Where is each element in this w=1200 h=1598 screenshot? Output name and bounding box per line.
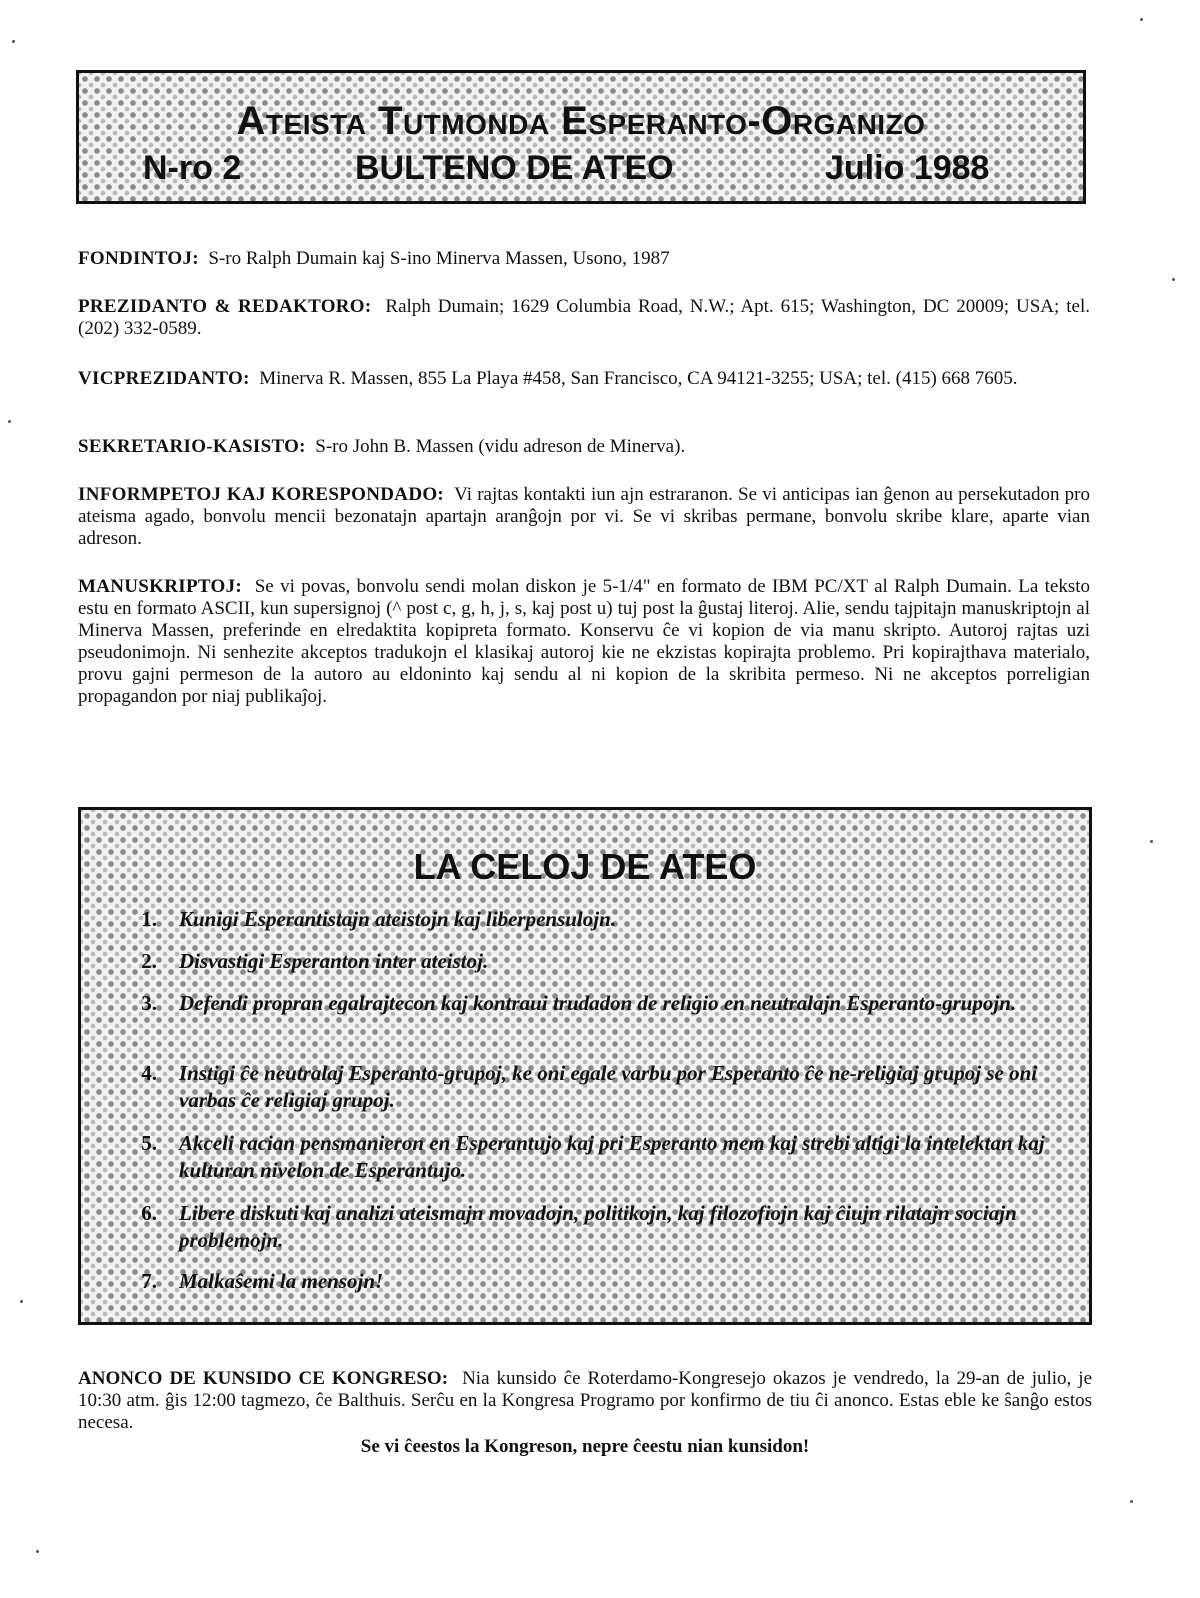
manuscripts-paragraph — [78, 576, 1090, 708]
secretary-label: SEKRETARIO-KASISTO: — [78, 436, 306, 457]
correspondence-paragraph — [78, 484, 1090, 550]
founders-paragraph — [78, 248, 1090, 270]
president-paragraph — [78, 296, 1090, 340]
goal-number: 4. — [141, 1061, 157, 1085]
scan-speck — [1172, 278, 1175, 281]
vice-president-label: VICPREZIDANTO: — [78, 368, 250, 389]
goal-item — [121, 1200, 1051, 1254]
announcement-text: Nia kunsido ĉe Roterdamo-Kongresejo okazos je vendredo, la 29-an de julio, je 10:30 atm. ĝis 12:00 tagmezo, ĉe Balthuis. Serĉu en la Kongresa Programo por konfirmo de tiu ĉi anonco. Estas eble ke ŝanĝo estos necesa. — [78, 1368, 1093, 1433]
issue-number: N-ro 2 — [143, 149, 242, 187]
goal-text: Kunigi Esperantistajn ateistojn kaj liberpensulojn. — [179, 907, 617, 931]
announcement-paragraph — [78, 1368, 1092, 1458]
goal-item — [121, 1060, 1051, 1114]
goal-text: Akceli racian pensmanieron en Esperantujo kaj pri Esperanto mem kaj strebi altigi la intelektan kaj kulturan nivelon de Esperantujo. — [179, 1131, 1045, 1182]
goal-number: 1. — [141, 907, 157, 931]
goal-item — [121, 990, 1051, 1017]
president-text: Ralph Dumain; 1629 Columbia Road, N.W.; Apt. 615; Washington, DC 20009; USA; tel. (202) 332-0589. — [78, 296, 1090, 339]
scan-speck — [20, 1300, 23, 1303]
scan-speck — [8, 420, 11, 423]
goal-text: Malkaŝemi la mensojn! — [179, 1269, 384, 1293]
founders-text: S-ro Ralph Dumain kaj S-ino Minerva Massen, Usono, 1987 — [208, 248, 670, 269]
organization-name: Ateista Tutmonda Esperanto-Organizo — [236, 99, 926, 143]
goal-item — [121, 1130, 1051, 1184]
announcement-label: ANONCO DE KUNSIDO CE KONGRESO: — [78, 1368, 449, 1389]
goals-title: LA CELOJ DE ATEO — [413, 846, 757, 887]
goal-item — [121, 948, 1051, 975]
masthead — [76, 70, 1086, 204]
scan-speck — [36, 1550, 39, 1553]
scan-speck — [1150, 840, 1153, 843]
goal-text: Instigi ĉe neutralaj Esperanto-grupoj, ke oni egale varbu por Esperanto ĉe ne-religiaj grupoj se oni varbas ĉe religiaj grupoj. — [179, 1061, 1038, 1112]
goal-text: Disvastigi Esperanton inter ateistoj. — [179, 949, 489, 973]
scan-speck — [1130, 1500, 1133, 1503]
bulletin-title: BULTENO DE ATEO — [355, 149, 674, 187]
scan-speck — [1140, 18, 1143, 21]
secretary-paragraph — [78, 436, 1090, 458]
manuscripts-text: Se vi povas, bonvolu sendi molan diskon je 5-1/4" en formato de IBM PC/XT al Ralph Dumain. La teksto estu en formato ASCII, kun supersignoj (^ post c, g, h, j, s, kaj post u) tuj post la ĝustaj literoj. Alie, sendu tajpitajn manuskriptojn al Minerva Massen, preferinde en elredaktita kopipreta formato. Konservu ĉe vi kopion de via manu skripto. Autoroj rajtas uzi pseudonimojn. Ni senhezite akceptos tradukojn el klasikaj autoroj kie ne ekzistas kopirajta problemo. Pri kopirajthava materialo, provu gajni permeson de la autoro au eldoninto kaj sendu al ni kopion de la skribita permeso. Ni ne akceptos porreligian propagandon por niaj publikaĵoj. — [78, 576, 1090, 707]
announcement-closing: Se vi ĉeestos la Kongreson, nepre ĉeestu nian kunsidon! — [360, 1436, 810, 1457]
goal-text: Libere diskuti kaj analizi ateismajn movadojn, politikojn, kaj filozofiojn kaj ĉiujn rilatajn sociajn problemojn. — [179, 1201, 1017, 1252]
goal-number: 2. — [141, 949, 157, 973]
correspondence-text: Vi rajtas kontakti iun ajn estraranon. Se vi anticipas ian ĝenon au persekutadon pro ateisma agado, bonvolu mencii bezonatajn apartajn aranĝojn por vi. Se vi skribas permane, bonvolu skribe klare, aparte vian adreson. — [78, 484, 1090, 549]
goal-item — [121, 906, 1051, 933]
secretary-text: S-ro John B. Massen (vidu adreson de Minerva). — [315, 436, 686, 457]
goal-number: 7. — [141, 1269, 157, 1293]
goal-number: 6. — [141, 1201, 157, 1225]
founders-label: FONDINTOJ: — [78, 248, 199, 269]
scan-speck — [12, 40, 15, 43]
vice-president-paragraph — [78, 368, 1090, 390]
goals-box — [78, 807, 1092, 1325]
correspondence-label: INFORMPETOJ KAJ KORESPONDADO: — [78, 484, 445, 505]
goal-number: 5. — [141, 1131, 157, 1155]
vice-president-text: Minerva R. Massen, 855 La Playa #458, San Francisco, CA 94121-3255; USA; tel. (415) 668 7605. — [259, 368, 1018, 389]
goal-number: 3. — [141, 991, 157, 1015]
manuscripts-label: MANUSKRIPTOJ: — [78, 576, 242, 597]
president-label: PREZIDANTO & REDAKTORO: — [78, 296, 372, 317]
goal-text: Defendi propran egalrajtecon kaj kontraui trudadon de religio en neutralajn Esperanto-grupojn. — [179, 991, 1017, 1015]
issue-date: Julio 1988 — [825, 149, 990, 187]
goal-item — [121, 1268, 1051, 1295]
